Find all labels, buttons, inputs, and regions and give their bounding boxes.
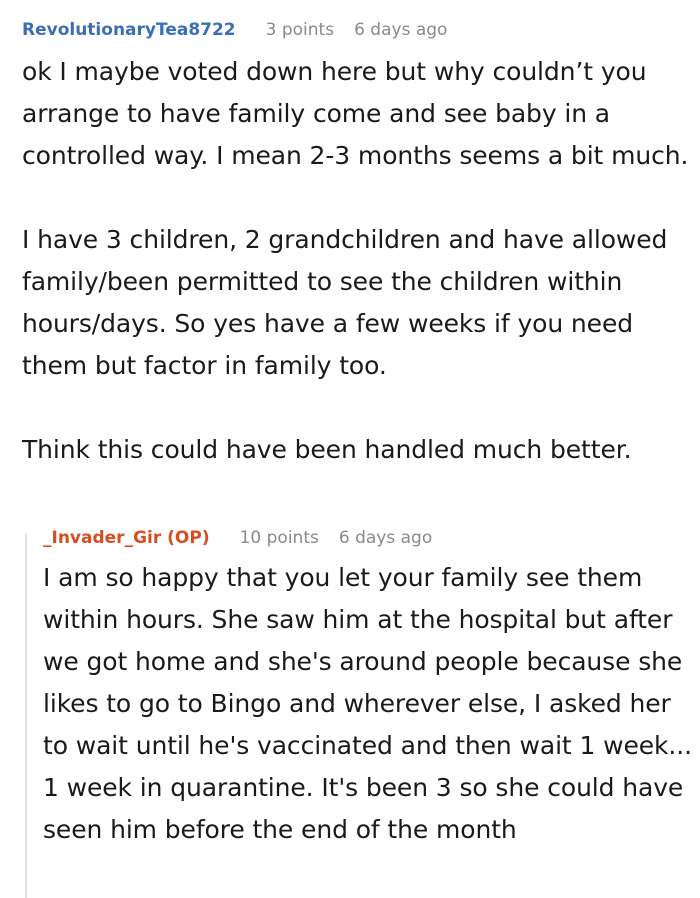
comment-paragraph: Think this could have been handled much better.: [22, 435, 632, 464]
reply-comment: [43, 526, 693, 851]
op-author-link[interactable]: _Invader_Gir (OP): [43, 528, 210, 548]
comment-timestamp[interactable]: 6 days ago: [338, 528, 433, 548]
reply-thread-line[interactable]: [25, 533, 27, 898]
parent-comment: [22, 18, 692, 471]
comment-paragraph: ok I maybe voted down here but why couldn’t you arrange to have family come and see baby in a controlled way. I mean 2-3 months seems a bit much.: [22, 57, 689, 170]
comment-body: [43, 557, 693, 851]
comment-points: 3 points: [265, 20, 335, 40]
comment-body: [22, 51, 692, 471]
comment-paragraph: I have 3 children, 2 grandchildren and have allowed family/been permitted to see the children within hours/days. So yes have a few weeks if you need them but factor in family too.: [22, 225, 668, 380]
comment-meta: [22, 18, 692, 42]
comment-author-link[interactable]: RevolutionaryTea8722: [22, 20, 236, 40]
comment-meta: [43, 526, 693, 550]
comment-paragraph: I am so happy that you let your family see them within hours. She saw him at the hospital but after we got home and she's around people because she likes to go to Bingo and wherever else, I asked her to wait until he's vaccinated and then wait 1 week... 1 week in quarantine. It's been 3 so she could have seen him before the end of the month: [43, 563, 692, 844]
comment-points: 10 points: [239, 528, 319, 548]
comment-timestamp[interactable]: 6 days ago: [354, 20, 448, 40]
